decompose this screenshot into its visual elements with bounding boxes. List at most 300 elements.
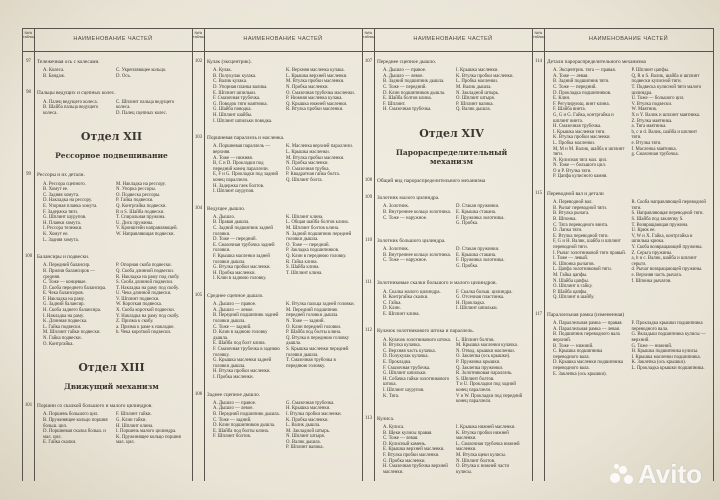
part-item: K. Втулка пробки нижней масленки. — [456, 430, 509, 442]
part-item: H. Собачка гайки золотникового штока. — [383, 376, 450, 388]
table-number: 111 — [365, 280, 372, 286]
part-item: R. Накладка на раму под скобу. — [116, 274, 180, 280]
parts-list — [34, 68, 189, 79]
part-item: A. Палец ведущего колеса. — [43, 99, 98, 105]
column-body — [364, 59, 529, 486]
part-item: M. Крышка масленки кулачка. — [456, 343, 518, 349]
parts-list-left — [383, 204, 456, 226]
parts-list-left — [43, 263, 116, 347]
parts-section — [364, 195, 529, 227]
part-item: R. Гайка клина. — [286, 259, 318, 265]
part-item: L. Прокладка крышки подшипника. — [631, 365, 705, 371]
part-item: Q. Контргайка подвески. — [116, 203, 167, 209]
part-item: A. Дышло — правое. — [213, 302, 257, 308]
part-item: S. Крышка масленки передней головки дышла. — [286, 346, 349, 358]
number-column-header: №№ таблиц — [23, 31, 35, 39]
parts-section — [364, 237, 529, 270]
part-item: E. Крышка стакана. — [456, 252, 497, 258]
parts-list — [374, 247, 529, 269]
part-item: U. Чека длинной подвески. — [116, 291, 172, 297]
parts-list — [374, 290, 529, 318]
part-item: Q. Валик дышла. — [456, 107, 491, 113]
part-item: D. Клин подшипников дышла. — [213, 423, 276, 429]
part-item: B. Рычаг переводной тяги. — [553, 205, 608, 211]
part-item: K. Втулка пробки масленки. — [456, 73, 514, 79]
parts-table — [22, 28, 714, 481]
part-item: Y. Скоба возвращающей пружины. — [631, 245, 703, 251]
part-item: P. Шплинт валика. — [456, 101, 494, 107]
part-item: U. Диск пружины. — [116, 220, 154, 226]
part-item: N. Шплинт штыря. — [286, 434, 325, 440]
part-item: E. Гайка скалки. — [43, 440, 77, 446]
parts-section — [194, 59, 359, 124]
part-item: e. Втулка тяги. — [631, 140, 662, 146]
table-number: 117 — [534, 311, 543, 317]
part-item: N. Кулисная тяга мал. цил. — [553, 157, 608, 163]
part-item: O. Подвеска рессоры. — [116, 192, 161, 198]
part-item: M. Передний подшипник передней головки дышла. — [286, 307, 339, 319]
part-item: N. Пробка масленки. — [286, 161, 329, 167]
part-item: K. Втулка пальца задней головки. — [286, 302, 355, 308]
part-item: D. Скоба переднего балансира. — [43, 285, 107, 291]
avito-logo-icon — [610, 464, 634, 486]
column-body — [534, 59, 710, 388]
part-item: K. Масленка верхней параллели. — [286, 144, 354, 150]
part-item: N. Гайка подвески. — [43, 336, 82, 342]
table-number: 113 — [364, 415, 373, 421]
part-item: Q. Скоба длинной подвески. — [116, 268, 174, 274]
part-item: D. Упорная планка валика. — [213, 84, 268, 90]
table-number: 108 — [364, 177, 373, 183]
table-column-4 — [533, 29, 713, 481]
parts-list — [34, 100, 189, 117]
part-item: A. Скалка малого цилиндра. — [383, 289, 441, 295]
part-item: Q. Заклепка пружинки. — [456, 365, 504, 371]
section-title: Кулиса. — [377, 415, 395, 422]
department-number: Отдел XII — [80, 130, 143, 144]
part-item: C. Крышка подшипника переводного вала. — [553, 349, 603, 360]
part-item: W. Направляющая подвески. — [116, 231, 175, 237]
table-number: 100 — [24, 254, 33, 260]
part-item: T. Подвеска кулисной тяги малого цилиндра. — [631, 84, 702, 96]
parts-list-right — [116, 68, 189, 79]
department-title: Движущий механизм — [64, 382, 159, 392]
part-item: P. Шайба под болты клина. — [286, 330, 342, 336]
part-item: O. Тоже — передний. — [286, 242, 330, 248]
section-title: Переводной вал и детали — [547, 191, 604, 198]
parts-list-right — [632, 68, 711, 180]
parts-list-right — [116, 100, 189, 117]
column-header — [193, 29, 362, 52]
part-item: D. Поршневая скалка больш. и мал. цил. — [43, 429, 106, 440]
part-item: L. Крышка масленки. — [286, 149, 330, 155]
part-item: K. Втулка пробки масленки. — [553, 135, 611, 141]
part-item: C. Тоже — наружное. — [383, 215, 428, 221]
part-item: B. Контргайка скалки. — [383, 295, 429, 301]
parts-list — [544, 68, 710, 180]
part-item: Q. Шплинт болта. — [286, 177, 323, 183]
part-item: H. Крышка масленки. — [286, 406, 331, 412]
table-column-3 — [363, 29, 533, 481]
part-item: B. Прилив балансиров — средняя. — [43, 268, 95, 280]
part-item: b. Чека короткой подвески. — [116, 330, 172, 336]
parts-list-right — [286, 215, 359, 282]
part-item: H. Крышка подшипника кулисы. — [631, 349, 699, 355]
part-item: I. Накладка на раму. — [43, 313, 85, 319]
part-item: F. Пружинка золотника. — [456, 215, 505, 221]
part-item: Z. Серьга пружины. — [631, 250, 673, 256]
parts-list — [374, 204, 529, 226]
part-item: A. Переводной вал. — [553, 200, 593, 206]
parts-section — [194, 293, 359, 381]
part-item: D. Палец сцепных колес. — [116, 110, 167, 116]
part-item: d. Рычаг возвращающей пружины. — [631, 267, 703, 273]
section-title: Тележечная ось с колесами. — [37, 59, 100, 65]
section-title: Балансиры и подвески. — [37, 254, 90, 261]
section-title: Параллельная рамка (измененная) — [547, 311, 625, 318]
part-item: D. Кулисный камень. — [383, 441, 427, 447]
part-item: C. Валик кулака. — [213, 79, 248, 85]
part-item: D. Крышка масленки подшипника переводного вала. — [553, 360, 624, 371]
part-item: D. Тоже — передний. — [213, 237, 257, 243]
parts-list-right — [286, 302, 359, 380]
parts-section — [26, 59, 189, 79]
part-item: C. Тоже — задний. — [213, 324, 252, 330]
part-item: D. Клин подшипников дышла. — [383, 90, 446, 96]
part-item: B. Бандаж. — [43, 73, 66, 79]
part-item: B. Задний подшипник тяги. — [553, 79, 610, 85]
part-item: D. Стакан пружинки. — [456, 204, 500, 210]
part-item: B. Пружинящее кольцо поршня больш. цил. — [43, 418, 108, 429]
part-item: H. Смазочная трубочка верхней масленки. — [383, 464, 448, 475]
column-header — [533, 29, 713, 52]
parts-list-right — [456, 68, 529, 113]
column-body — [194, 59, 359, 462]
part-item: I. Поршень малого цилиндра. — [116, 429, 177, 435]
part-item: U. Крюк ее. — [631, 228, 656, 234]
part-item: G. Задний балансир. — [43, 302, 85, 308]
table-number: 103 — [194, 135, 203, 141]
part-item: Z. Втулка маятника. — [631, 118, 673, 124]
part-item: K. Длинная подвеска. — [43, 319, 88, 325]
number-column-header: №№ таблиц — [533, 31, 545, 39]
part-item: G. Пробка. — [456, 263, 479, 269]
part-item: M. Валик дышла. — [456, 84, 492, 90]
part-item: G. Вкладыш подшипника кулисы — верхний. — [631, 332, 706, 343]
section-title: Заднее сцепное дышло. — [207, 391, 261, 398]
part-item: G. Поводок тяги маятника. — [213, 101, 268, 107]
number-column-header: №№ таблиц — [193, 31, 205, 39]
parts-section — [364, 177, 529, 184]
part-item: A. Золотник. — [383, 246, 410, 252]
part-item: V. Втулка подвески. — [631, 101, 673, 107]
part-item: D. Ось. — [116, 73, 131, 79]
part-item: C. Шплинт пальца ведущего колеса. — [116, 99, 175, 111]
part-item: S. Шайба под заклепку S. — [631, 217, 684, 223]
part-item: U. Тоже — большого цил. — [631, 96, 685, 102]
part-item: I. Втулка пробки масленки. — [286, 411, 342, 417]
part-item: D. Полукулак кулачка. — [383, 354, 429, 360]
part-item: L. Валик дышла. — [286, 423, 321, 429]
part-item: A. Дышло — левое. — [383, 73, 424, 79]
part-item: B. Задний подшипник дышла. — [383, 79, 445, 85]
department-heading — [34, 361, 189, 391]
part-item: D. Клин. — [383, 306, 401, 312]
part-item: Z. Призма к скобу. — [116, 319, 154, 325]
column-body — [24, 59, 189, 457]
part-item: O. Смазочная трубочка масленки. — [286, 90, 355, 96]
part-item: P. Шайба цапфы. — [553, 289, 588, 295]
table-number: 106 — [194, 391, 203, 397]
parts-list-left — [383, 247, 456, 269]
parts-section — [24, 403, 189, 446]
section-title: Переднее сцепное дышло. — [377, 59, 437, 65]
part-item: G. Пробка масленки. — [383, 458, 426, 464]
section-title: Поршни со скалкой большого и малого цилиндров. — [37, 403, 153, 410]
part-item: Q. Крышка нижней масленки. — [286, 101, 348, 107]
department-number: Отдел XIV — [419, 126, 484, 140]
parts-list-right — [456, 204, 529, 226]
parts-list-left — [383, 290, 456, 318]
part-item: P. Шплинт валика. — [286, 445, 324, 451]
part-item: e. Верхняя часть рычага. — [631, 273, 682, 278]
parts-list-right — [286, 144, 359, 194]
parts-list-left — [43, 100, 116, 117]
part-item: M, M и M. Валик, шайба и шплинт тяги. — [553, 146, 625, 158]
part-item: H. Пробка масленки. — [213, 270, 256, 276]
table-number: 98 — [26, 90, 31, 96]
part-item: S. Скоба длинной подвески. — [116, 280, 174, 286]
part-item: E. Шплинт клина. — [383, 311, 420, 317]
part-item: F, G и H. Валик, шайба и шплинт переводной тяги. — [553, 239, 621, 251]
part-item: F. Смазочная трубочка. — [383, 365, 431, 371]
part-item: G. Клин гайки. — [116, 418, 147, 424]
part-item: A. Дышло. — [213, 214, 236, 220]
part-item: T. Накладка на раму под скобу. — [116, 285, 179, 291]
parts-section — [26, 90, 189, 116]
parts-list — [204, 215, 359, 282]
parts-list-right — [456, 425, 529, 475]
part-item: E. Смазочная трубочка задней головки. — [213, 242, 275, 254]
table-column-1 — [23, 29, 193, 481]
number-column-header: №№ таблиц — [363, 31, 375, 39]
part-item: C. Задний подшипник задней головки. — [213, 226, 273, 237]
parts-list — [374, 425, 529, 475]
part-item: L. Шплинт болтов. — [456, 337, 495, 343]
part-item: R и S. Шайба подвески. — [116, 209, 165, 215]
part-item: K. Верхняя масленка кулака. — [286, 68, 345, 74]
part-item: B. Втулка рычага. — [553, 211, 590, 217]
part-item: P. Опорная скоба подвески. — [116, 263, 172, 269]
part-item: B. Подшипник переводного вала верхний. — [553, 332, 620, 343]
part-item: A. Передний балансир. — [43, 263, 91, 269]
part-item: E. Чека балансиров. — [43, 291, 84, 297]
part-item: V. Кронштейн направляющей. — [116, 226, 178, 232]
part-item: N. Упорка рессоры. — [116, 187, 156, 193]
section-title: Рессоры и их детали. — [37, 172, 85, 179]
parts-list — [544, 200, 710, 301]
part-item: b, c и d. Валик, шайба и шплинт тяги. — [631, 129, 698, 141]
parts-section — [534, 311, 710, 377]
part-item: T. Шплинт клина. — [286, 270, 323, 276]
part-item: F. Крышка масленки задней головки дышла. — [213, 254, 270, 265]
part-item: A. Дышло — правое. — [383, 68, 427, 74]
part-item: P. Шплинт цапфы. — [631, 68, 669, 74]
parts-list-left — [43, 412, 116, 446]
table-number: 115 — [534, 191, 543, 197]
table-number: 110 — [364, 237, 373, 243]
section-title: Поршневая параллель и масленка. — [207, 135, 285, 142]
part-item: a. Тяга маятника. — [631, 124, 667, 130]
part-item: C. Укрепляющее кольцо. — [116, 68, 167, 74]
table-number: 109 — [364, 195, 373, 201]
part-item: L. Гайка подвески. — [43, 324, 82, 330]
parts-list-left — [213, 144, 286, 194]
part-item: X и Y. Валик и шплинт маятника. — [631, 112, 701, 118]
parts-list-left — [43, 182, 116, 244]
part-item: E. Шплинт шпильки. — [213, 90, 257, 96]
parts-list — [34, 182, 189, 244]
part-item: E. Шайба болтов клина. — [383, 96, 432, 102]
department-title: Парораспределительный механизм — [395, 147, 508, 166]
section-title: Золотниковые скалки большого и малого цилиндров. — [377, 280, 497, 287]
part-item: N. Тоже — задний. — [286, 319, 325, 324]
parts-list-right — [286, 68, 359, 124]
part-item: G. Шайба поводка. — [213, 107, 252, 113]
part-item: F. Задержка тяги. — [43, 209, 79, 215]
part-item: f. Масленка маятника. — [631, 146, 677, 152]
part-item: H. Прокладка. — [456, 300, 486, 306]
parts-list-right — [456, 290, 529, 318]
parts-list-left — [383, 425, 456, 475]
part-item: I. Пробка масленки. — [213, 374, 254, 380]
part-item: G. Отсечная пластинка. — [456, 295, 505, 301]
part-item: I. Тоже — левый. — [553, 256, 589, 262]
part-item: Q. Клин в переднюю головку. — [286, 254, 347, 260]
part-item: H. Скоба заднего балансира. — [43, 308, 102, 314]
part-item: R. Втулка пробки масленки. — [286, 107, 344, 113]
part-item: P. Пружинка крышки. — [456, 360, 501, 366]
part-item: g. Смазочная трубочка. — [631, 152, 679, 158]
parts-list — [204, 144, 359, 194]
part-item: H. Планки хомута. — [43, 220, 81, 226]
section-title: Ведущее дышло. — [207, 205, 246, 212]
part-item: P. Гайка подвески. — [116, 198, 154, 204]
part-item: I. Шплинт шурупов. — [213, 189, 255, 195]
part-item: B. Внутреннее кольцо золотника. — [383, 209, 451, 215]
part-item: A. Поршневая параллель — верхняя. — [213, 144, 271, 155]
part-item: M. Втулка щеки кулисы. — [456, 452, 506, 458]
section-title: Золотник большого цилиндра. — [377, 237, 446, 244]
part-item: T. Смазочная трубочка в переднюю головку. — [286, 358, 336, 369]
part-item: B. Внутреннее кольцо золотника. — [383, 252, 451, 258]
table-number: 99 — [26, 172, 31, 178]
part-item: S. Шплинт болтов. — [456, 376, 495, 382]
part-item: M. Втулка пробки масленки. — [286, 79, 345, 85]
column-header — [363, 29, 532, 52]
part-item: G. Тоже — нижний. — [631, 343, 673, 349]
part-item: R. Скоба направляющей переводной тяги. — [631, 200, 706, 211]
table-number: 101 — [24, 403, 33, 409]
part-item: A. Параллельная рамка — правая. — [553, 321, 623, 327]
part-item: C. Задняя хомута. — [43, 192, 80, 198]
part-item: B. Хомут ее. — [43, 187, 69, 193]
table-number: 107 — [364, 59, 373, 64]
parts-list-left — [553, 321, 632, 377]
part-item: E. Крышка стакана. — [456, 209, 497, 215]
parts-list — [374, 68, 529, 113]
part-item: C. Тоже — передний. — [553, 84, 597, 90]
section-title: Среднее сцепное дышло. — [207, 293, 264, 300]
part-item: B. Правая дышла. — [213, 220, 250, 226]
part-item: E. Втулка переводной тяги. — [553, 233, 609, 239]
part-item: H. Смазочная трубочка. — [383, 107, 432, 113]
parts-section — [194, 391, 359, 452]
parts-list-right — [116, 412, 189, 446]
table-number: 102 — [194, 59, 203, 64]
part-item: D. Стакан пружинки. — [456, 246, 500, 252]
part-item: H. Смазочная трубочка. — [553, 124, 602, 130]
part-item: L. Цапфа золотниковой тяги. — [553, 267, 612, 273]
part-item: K. Пружинящее кольцо поршня мал. цил. — [116, 434, 181, 446]
part-item: I. Рессора тележки. — [43, 226, 83, 232]
parts-list-left — [213, 215, 286, 282]
part-item: N. Тоже — большого цил. — [553, 163, 606, 169]
part-item: N. Пробка масленки. — [286, 84, 329, 90]
column-header — [23, 29, 192, 52]
avito-wordmark: Avito — [637, 459, 702, 489]
part-item: L. Крышка верхней масленки. — [286, 73, 348, 79]
part-item: F. Шайба винта. — [553, 107, 586, 113]
part-item: C. Верхняя часть кулачка. — [383, 348, 436, 354]
part-item: E. Шайба под болты клина. — [213, 428, 269, 434]
department-heading — [34, 130, 189, 160]
part-item: B. Передний подшипник задней головки дышла. — [213, 313, 279, 324]
part-item: H. Шплинт клина. — [116, 423, 154, 429]
part-item: H. Задержка гаек болтов. — [213, 183, 265, 189]
part-item: O и P. Втулка тяги. — [553, 168, 592, 174]
part-item: P. Закладка подшипников. — [286, 248, 340, 254]
part-item: A. Кулачок золотникового штока. — [383, 337, 451, 343]
part-item: F. Прокладка крышки подшипника переводного вала. — [631, 321, 703, 332]
part-item: A. Дышло — левое. — [213, 406, 254, 412]
part-item: T и U. Прокладки под задний конец параллели. — [456, 382, 516, 394]
part-item: I. Рычаг золотниковой тяги правый. — [553, 250, 626, 256]
part-item: Q. Втулка в переднюю головку дышла. — [286, 335, 350, 347]
parts-section — [364, 59, 529, 113]
part-item: R. Золотниковая параллель. — [456, 371, 513, 377]
parts-list-left — [553, 68, 632, 180]
part-item: M. Закладной штырь. — [286, 428, 331, 434]
parts-list-right — [632, 200, 711, 301]
part-item: F. Регулирующ. винт клина. — [553, 101, 610, 107]
part-item: F. Втулка пробки масленки. — [383, 452, 440, 458]
parts-section — [194, 205, 359, 282]
part-item: W. Короткая подвеска. — [116, 302, 162, 308]
part-item: L. Задняя хомута. — [43, 237, 79, 243]
part-item: E. Крышка верхней масленки. — [383, 447, 445, 453]
part-item: M. Шплинт болтов клина. — [286, 226, 340, 232]
part-item: B, C и D. Прокладки под передний конец параллели. — [213, 161, 269, 172]
part-item: G. Крышка масленки задней головки дышла. — [213, 358, 272, 369]
parts-list-right — [456, 247, 529, 269]
part-item: I. Шплинт шпильки поводка. — [213, 118, 273, 124]
part-item: B. Шпонка. — [553, 217, 577, 223]
part-item: F. Скалка больш. цилиндра. — [456, 289, 513, 295]
part-item: C. Тоже — концевые. — [43, 280, 87, 286]
parts-list-left — [213, 68, 286, 124]
part-item: M. Шплинт гайки подвески. — [43, 330, 101, 336]
